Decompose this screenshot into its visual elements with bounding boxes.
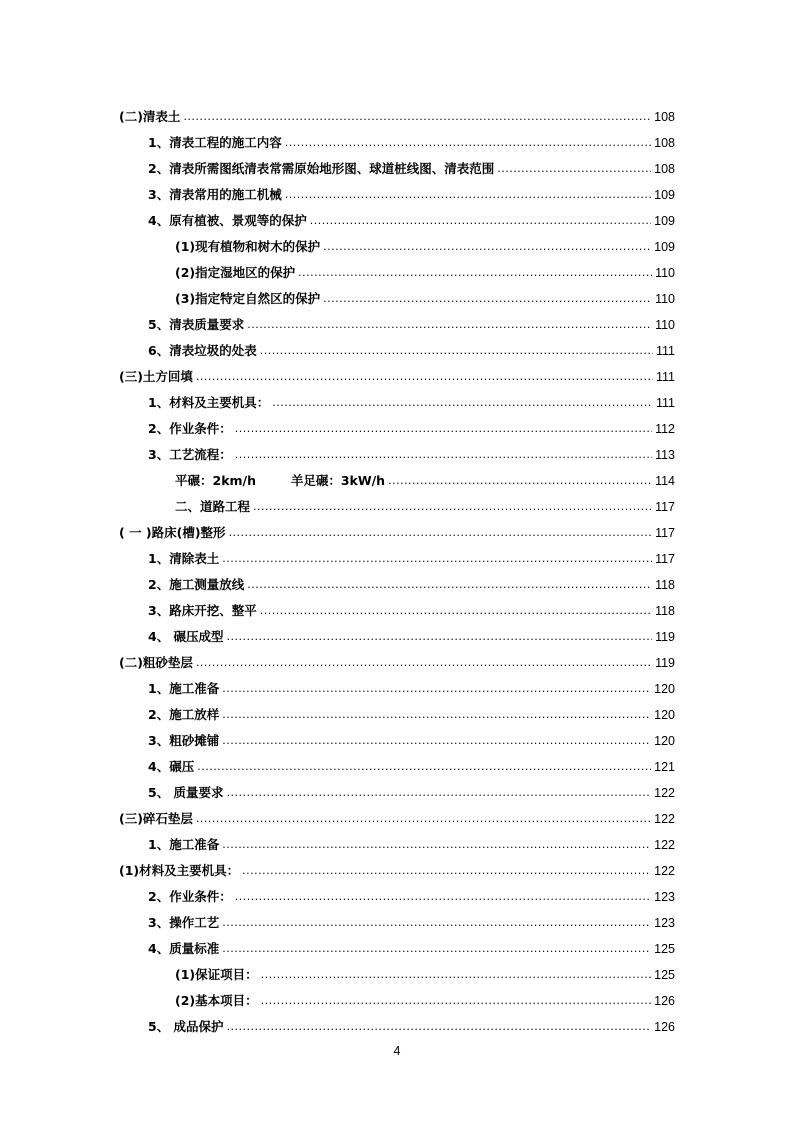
toc-entry[interactable] xyxy=(119,282,675,308)
toc-entry-label: (1)材料及主要机具： xyxy=(119,863,240,878)
toc-entry-label: 2、作业条件： xyxy=(148,889,232,904)
toc-leader-dots xyxy=(196,368,653,386)
toc-entry-label: (二)清表土 xyxy=(119,109,181,124)
toc-entry-label: 3、粗砂摊铺 xyxy=(148,733,220,748)
toc-leader-dots xyxy=(222,732,651,750)
toc-entry-page: 110 xyxy=(655,318,675,332)
toc-entry-page: 108 xyxy=(654,136,675,150)
toc-entry-page: 110 xyxy=(655,266,675,280)
toc-leader-dots xyxy=(285,134,651,152)
toc-entry[interactable] xyxy=(119,880,675,906)
toc-leader-dots xyxy=(222,836,651,854)
toc-entry[interactable] xyxy=(119,620,675,646)
toc-leader-dots xyxy=(242,862,651,880)
toc-entry-page: 118 xyxy=(655,604,675,618)
toc-entry-page: 122 xyxy=(654,864,675,878)
toc-entry-label: 4、质量标准 xyxy=(148,941,220,956)
toc-entry-label: 3、路床开挖、整平 xyxy=(148,603,257,618)
toc-entry[interactable] xyxy=(119,490,675,516)
toc-leader-dots xyxy=(260,602,652,620)
toc-entry-label: 2、作业条件： xyxy=(148,421,232,436)
toc-entry-label: 1、施工准备 xyxy=(148,837,220,852)
toc-leader-dots xyxy=(196,654,652,672)
toc-entry-page: 125 xyxy=(654,968,675,982)
table-of-contents xyxy=(119,100,675,1036)
toc-entry-label: 二、道路工程 xyxy=(175,499,251,514)
toc-entry[interactable] xyxy=(119,386,675,412)
toc-entry-label: 2、施工测量放线 xyxy=(148,577,245,592)
toc-entry-label: (三)碎石垫层 xyxy=(119,811,193,826)
toc-entry-page: 117 xyxy=(655,526,675,540)
toc-entry-page: 111 xyxy=(655,344,675,358)
toc-entry-label: 4、 碾压成型 xyxy=(148,629,224,644)
toc-entry-label: 1、清除表土 xyxy=(148,551,220,566)
toc-entry-label: 3、工艺流程： xyxy=(148,447,232,462)
toc-entry[interactable] xyxy=(119,1010,675,1036)
toc-leader-dots xyxy=(247,576,652,594)
toc-leader-dots xyxy=(222,550,652,568)
toc-entry[interactable] xyxy=(119,516,675,542)
toc-entry-page: 121 xyxy=(654,760,675,774)
toc-entry-page: 126 xyxy=(654,1020,675,1034)
toc-leader-dots xyxy=(227,628,653,646)
toc-entry[interactable] xyxy=(119,438,675,464)
toc-entry-page: 120 xyxy=(654,682,675,696)
toc-entry-label: 3、清表常用的施工机械 xyxy=(148,187,282,202)
toc-leader-dots xyxy=(227,1018,652,1036)
toc-entry[interactable] xyxy=(119,568,675,594)
toc-entry-label: 5、 成品保护 xyxy=(148,1019,224,1034)
toc-leader-dots xyxy=(235,446,652,464)
toc-leader-dots xyxy=(196,810,651,828)
toc-entry-page: 108 xyxy=(654,110,675,124)
toc-entry[interactable] xyxy=(119,308,675,334)
toc-entry[interactable] xyxy=(119,464,675,490)
toc-entry[interactable] xyxy=(119,230,675,256)
toc-leader-dots xyxy=(222,940,651,958)
toc-entry-page: 125 xyxy=(654,942,675,956)
toc-leader-dots xyxy=(222,914,651,932)
toc-entry-label: ( 一 )路床(槽)整形 xyxy=(119,525,226,540)
toc-entry-label: 1、清表工程的施工内容 xyxy=(148,135,282,150)
toc-entry-page: 114 xyxy=(655,474,675,488)
toc-leader-dots xyxy=(247,316,652,334)
toc-entry-label: (2)基本项目： xyxy=(175,993,258,1008)
toc-entry-page: 120 xyxy=(654,734,675,748)
toc-leader-dots xyxy=(261,966,652,984)
toc-entry[interactable] xyxy=(119,126,675,152)
toc-entry-page: 119 xyxy=(655,630,675,644)
toc-entry-page: 122 xyxy=(654,838,675,852)
toc-entry[interactable] xyxy=(119,594,675,620)
toc-entry-page: 112 xyxy=(655,422,675,436)
toc-entry-label: 5、 质量要求 xyxy=(148,785,224,800)
toc-entry[interactable] xyxy=(119,646,675,672)
toc-leader-dots xyxy=(227,784,652,802)
toc-leader-dots xyxy=(497,160,651,178)
toc-entry-label: 4、原有植被、景观等的保护 xyxy=(148,213,307,228)
toc-entry[interactable] xyxy=(119,360,675,386)
toc-entry[interactable] xyxy=(119,256,675,282)
toc-entry[interactable] xyxy=(119,542,675,568)
toc-entry-label: 1、施工准备 xyxy=(148,681,220,696)
toc-entry-page: 122 xyxy=(654,812,675,826)
toc-entry-page: 110 xyxy=(655,292,675,306)
toc-entry-label: (1)现有植物和树木的保护 xyxy=(175,239,321,254)
toc-entry[interactable] xyxy=(119,854,675,880)
toc-entry-label: 2、清表所需图纸清表常需原始地形图、球道桩线图、清表范围 xyxy=(148,161,495,176)
toc-entry[interactable] xyxy=(119,100,675,126)
toc-leader-dots xyxy=(183,108,651,126)
toc-entry-page: 123 xyxy=(654,916,675,930)
toc-entry-label: 1、材料及主要机具： xyxy=(148,395,270,410)
toc-entry[interactable] xyxy=(119,750,675,776)
toc-entry-page: 117 xyxy=(655,500,675,514)
toc-leader-dots xyxy=(285,186,651,204)
toc-entry[interactable] xyxy=(119,802,675,828)
toc-leader-dots xyxy=(323,238,651,256)
toc-entry-page: 111 xyxy=(655,370,675,384)
toc-entry-label: (2)指定湿地区的保护 xyxy=(175,265,296,280)
toc-entry-page: 123 xyxy=(654,890,675,904)
toc-entry-page: 109 xyxy=(654,188,675,202)
toc-entry-page: 117 xyxy=(655,552,675,566)
toc-entry-page: 109 xyxy=(654,240,675,254)
toc-entry-page: 108 xyxy=(654,162,675,176)
toc-leader-dots xyxy=(235,888,651,906)
toc-entry[interactable] xyxy=(119,724,675,750)
toc-entry-label: (1)保证项目： xyxy=(175,967,258,982)
page-number: 4 xyxy=(393,1044,401,1058)
toc-entry-label: 5、清表质量要求 xyxy=(148,317,245,332)
toc-entry-label: (三)土方回填 xyxy=(119,369,193,384)
toc-entry[interactable] xyxy=(119,932,675,958)
toc-leader-dots xyxy=(253,498,652,516)
toc-leader-dots xyxy=(260,342,653,360)
toc-leader-dots xyxy=(229,524,653,542)
toc-entry[interactable] xyxy=(119,178,675,204)
toc-entry-label: 6、清表垃圾的处表 xyxy=(148,343,257,358)
toc-entry-label: (二)粗砂垫层 xyxy=(119,655,193,670)
toc-leader-dots xyxy=(272,394,653,412)
toc-leader-dots xyxy=(261,992,652,1010)
toc-leader-dots xyxy=(388,472,652,490)
toc-entry-label: 平碾：2km/h 羊足碾：3kW/h xyxy=(175,473,386,488)
toc-leader-dots xyxy=(197,758,651,776)
toc-leader-dots xyxy=(310,212,651,230)
toc-entry-page: 120 xyxy=(654,708,675,722)
toc-entry-page: 109 xyxy=(654,214,675,228)
toc-entry-page: 118 xyxy=(655,578,675,592)
toc-leader-dots xyxy=(298,264,652,282)
toc-entry[interactable] xyxy=(119,152,675,178)
toc-entry[interactable] xyxy=(119,698,675,724)
toc-entry[interactable] xyxy=(119,672,675,698)
toc-entry[interactable] xyxy=(119,828,675,854)
toc-entry-page: 119 xyxy=(655,656,675,670)
toc-entry-page: 126 xyxy=(654,994,675,1008)
toc-entry-label: 2、施工放样 xyxy=(148,707,220,722)
toc-entry-label: 4、碾压 xyxy=(148,759,195,774)
toc-entry[interactable] xyxy=(119,984,675,1010)
toc-leader-dots xyxy=(222,680,651,698)
toc-leader-dots xyxy=(235,420,652,438)
toc-entry[interactable] xyxy=(119,334,675,360)
toc-entry[interactable] xyxy=(119,906,675,932)
toc-entry[interactable] xyxy=(119,204,675,230)
toc-entry[interactable] xyxy=(119,412,675,438)
toc-leader-dots xyxy=(323,290,652,308)
toc-entry-page: 122 xyxy=(654,786,675,800)
toc-entry[interactable] xyxy=(119,958,675,984)
toc-entry[interactable] xyxy=(119,776,675,802)
toc-entry-page: 113 xyxy=(655,448,675,462)
toc-entry-label: (3)指定特定自然区的保护 xyxy=(175,291,321,306)
toc-entry-label: 3、操作工艺 xyxy=(148,915,220,930)
toc-entry-page: 111 xyxy=(655,396,675,410)
toc-leader-dots xyxy=(222,706,651,724)
